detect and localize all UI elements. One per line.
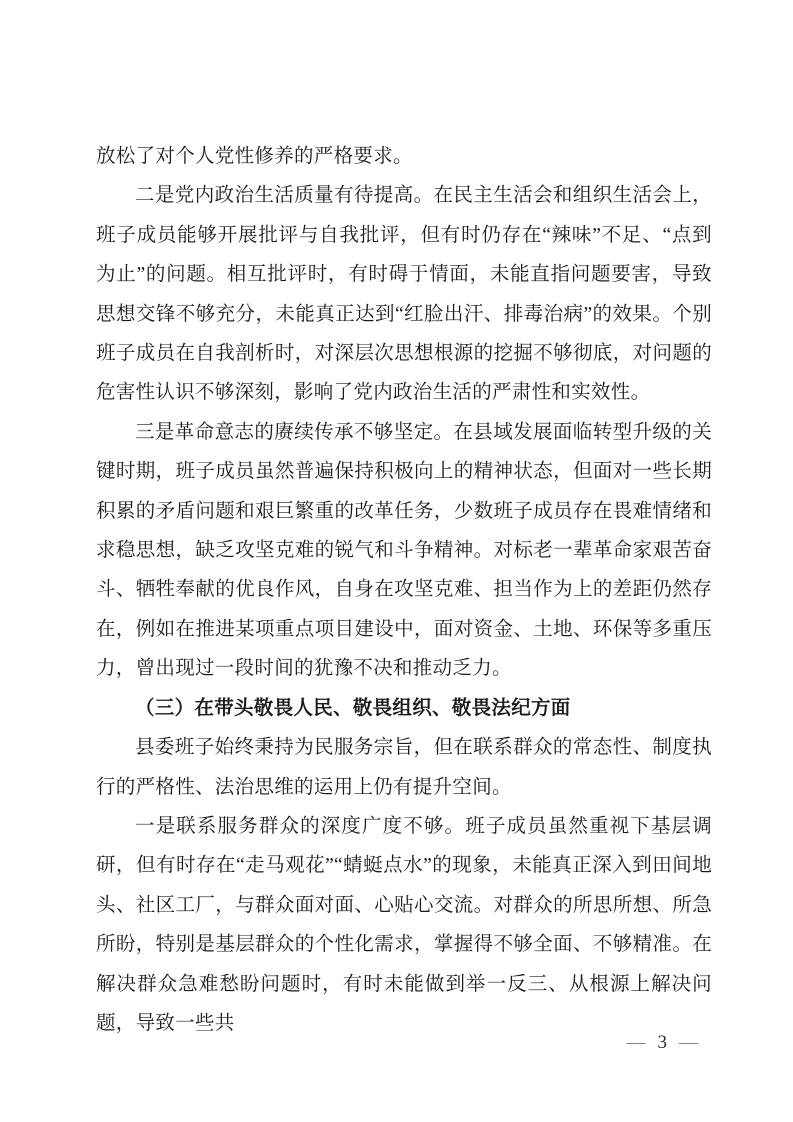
paragraph-first-point: 一是联系服务群众的深度广度不够。班子成员虽然重视下基层调研，但有时存在“走马观花”“蜻蜓点水”的现象，未能真正深入到田间地头、社区工厂，与群众面对面、心贴心交流。对群众的所思所想、所急所盼，特别是基层群众的个性化需求，掌握得不够全面、不够精准。在解决群众急难愁盼问题时，有时未能做到举一反三、从根源上解决问题，导致一些共 [96,815,712,1034]
page-number [627,1029,699,1057]
section-heading: （三）在带头敬畏人民、敬畏组织、敬畏法纪方面 [135,697,571,719]
paragraph-third-point: 三是革命意志的赓续传承不够坚定。在县域发展面临转型升级的关键时期，班子成员虽然普遍保持积极向上的精神状态，但面对一些长期积累的矛盾问题和艰巨繁重的改革任务，少数班子成员存在畏难情绪和求稳思想，缺乏攻坚克难的锐气和斗争精神。对标老一辈革命家艰苦奋斗、牺牲奉献的优良作风，自身在攻坚克难、担当作为上的差距仍然存在，例如在推进某项重点项目建设中，面对资金、土地、环保等多重压力，曾出现过一段时间的犹豫不决和推动乏力。 [96,421,712,680]
paragraph-second-point: 二是党内政治生活质量有待提高。在民主生活会和组织生活会上，班子成员能够开展批评与自我批评，但有时仍存在“辣味”不足、“点到为止”的问题。相互批评时，有时碍于情面，未能直指问题要害，导致思想交锋不够充分，未能真正达到“红脸出汗、排毒治病”的效果。个别班子成员在自我剖析时，对深层次思想根源的挖掘不够彻底，对问题的危害性认识不够深刻，影响了党内政治生活的严肃性和实效性。 [96,185,712,404]
paragraph-continuation: 放松了对个人党性修养的严格要求。 [96,146,413,167]
document-body [96,137,712,1043]
page-number-dash-left: — [626,1032,646,1053]
paragraph-section-intro: 县委班子始终秉持为民服务宗旨，但在联系群众的常态性、制度执行的严格性、法治思维的运用上仍有提升空间。 [96,737,712,798]
page-number-dash-right: — [679,1032,698,1053]
page-number-value: 3 [657,1032,667,1053]
